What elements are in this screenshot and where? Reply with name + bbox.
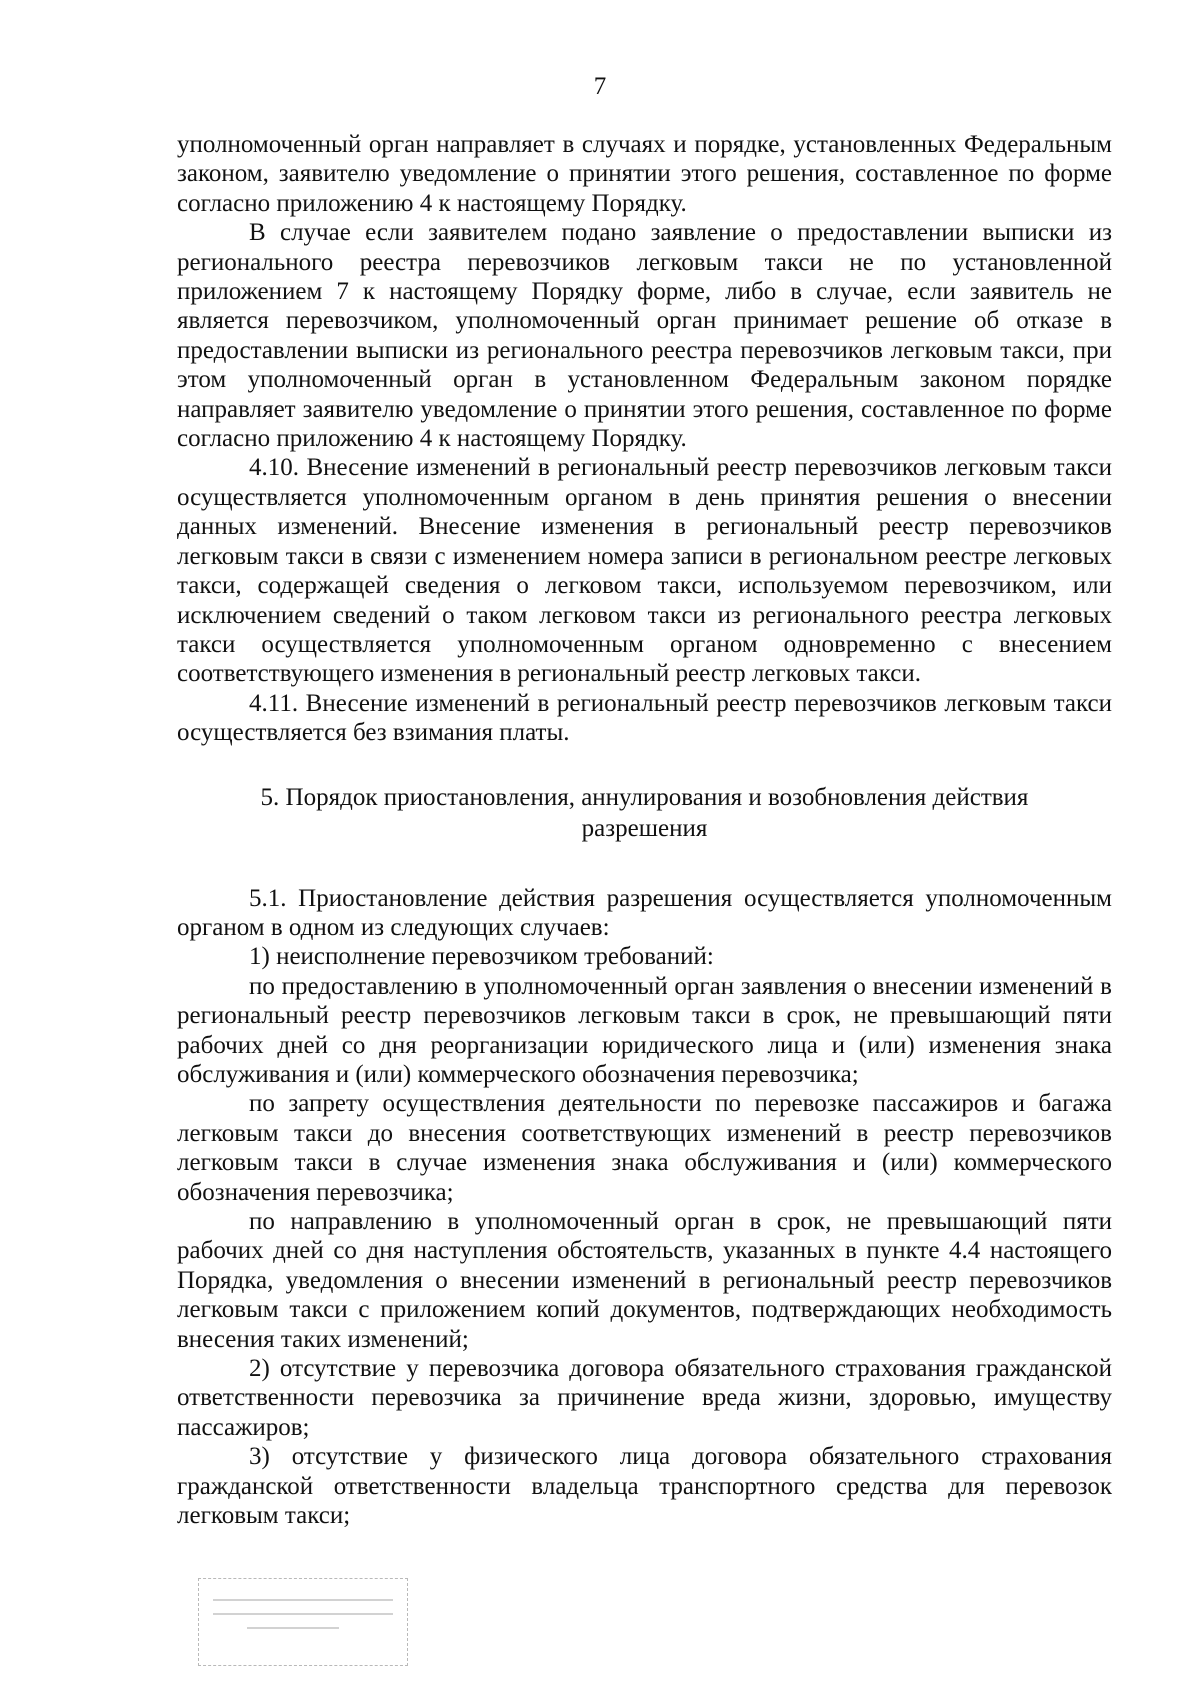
list-item-1: 1) неисполнение перевозчиком требований: — [249, 943, 714, 971]
page-number: 7 — [593, 73, 607, 100]
document-body — [177, 130, 1112, 1530]
paragraphs-after-section — [177, 884, 1112, 1531]
paragraph: В случае если заявителем подано заявление о предоставлении выписки из регионального реестра перевозчиков легковым такси не по установленной приложением 7 к настоящему Порядку форме, либо в случае, если заявитель не является перевозчиком, уполномоченный орган принимает решение об отказе в предоставлении выписки из регионального реестра перевозчиков легковым такси, при этом уполномоченный орган в установленном Федеральным законом порядке направляет заявителю уведомление о принятии этого решения, составленное по форме согласно приложению 4 к настоящему Порядку. — [177, 219, 1112, 453]
paragraph-4-10: 4.10. Внесение изменений в региональный реестр перевозчиков легковым такси осуществляется уполномоченным органом в день принятия решения о внесении данных изменений. Внесение изменения в региональный реестр перевозчиков легковым такси в связи с изменением номера записи в региональном реестре легковых такси, содержащей сведения о легковом такси, используемом перевозчиком, или исключением сведений о таком легковом такси из регионального реестра легковых такси осуществляется уполномоченным органом одновременно с внесением соответствующего изменения в региональный реестр легковых такси. — [177, 454, 1112, 688]
paragraph: по запрету осуществления деятельности по перевозке пассажиров и багажа легковым такси до внесения соответствующих изменений в реестр перевозчиков легковым такси в случае изменения знака обслуживания и (или) коммерческого обозначения перевозчика; — [177, 1090, 1112, 1206]
paragraphs-before-section — [177, 130, 1112, 748]
section-heading: 5. Порядок приостановления, аннулирования и возобновления действия разрешения — [260, 783, 1029, 842]
list-item-2: 2) отсутствие у перевозчика договора обязательного страхования гражданской ответственности перевозчика за причинение вреда жизни, здоровью, имуществу пассажиров; — [177, 1355, 1112, 1441]
stamp-line — [213, 1613, 393, 1615]
stamp-line — [213, 1599, 393, 1601]
paragraph-4-11: 4.11. Внесение изменений в региональный реестр перевозчиков легковым такси осуществляется без взимания платы. — [177, 689, 1112, 747]
faded-stamp — [198, 1578, 408, 1666]
paragraph: уполномоченный орган направляет в случаях и порядке, установленных Федеральным законом, заявителю уведомление о принятии этого решения, составленное по форме согласно приложению 4 к настоящему Порядку. — [177, 131, 1112, 217]
list-item-3: 3) отсутствие у физического лица договора обязательного страхования гражданской ответственности владельца транспортного средства для перевозок легковым такси; — [177, 1443, 1112, 1530]
stamp-line — [247, 1627, 339, 1629]
paragraph-5-1: 5.1. Приостановление действия разрешения осуществляется уполномоченным органом в одном из следующих случаев: — [177, 884, 1112, 941]
paragraph: по предоставлению в уполномоченный орган заявления о внесении изменений в региональный реестр перевозчиков легковым такси в срок, не превышающий пяти рабочих дней со дня реорганизации юридического лица и (или) изменения знака обслуживания и (или) коммерческого обозначения перевозчика; — [177, 972, 1112, 1088]
paragraph: по направлению в уполномоченный орган в срок, не превышающий пяти рабочих дней со дня наступления обстоятельств, указанных в пункте 4.4 настоящего Порядка, уведомления о внесении изменений в региональный реестр перевозчиков легковым такси с приложением копий документов, подтверждающих необходимость внесения таких изменений; — [177, 1208, 1112, 1353]
